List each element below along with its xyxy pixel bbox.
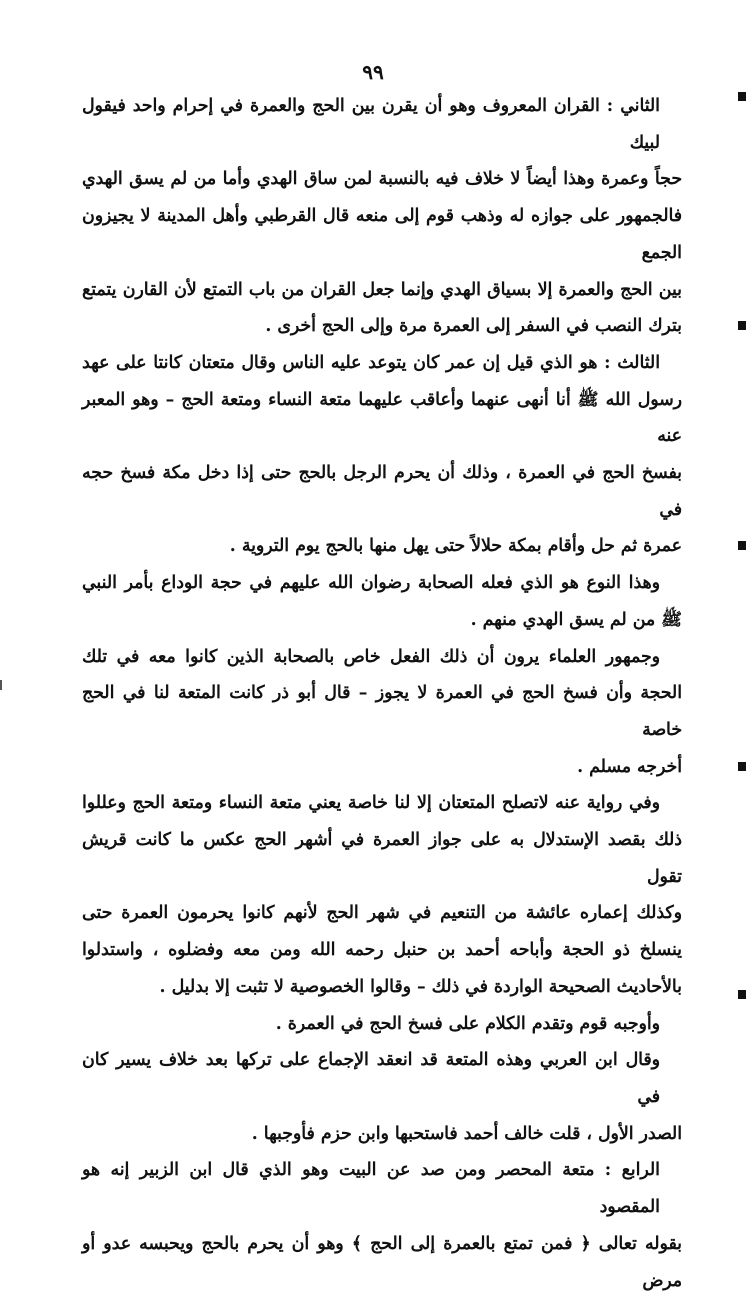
text-line: الثاني : القران المعروف وهو أن يقرن بين الحج والعمرة في إحرام واحد فيقول لبيك bbox=[82, 96, 660, 153]
text-line: وجمهور العلماء يرون أن ذلك الفعل خاص بالصحابة الذين كانوا معه في تلك bbox=[82, 646, 660, 667]
text-line: وأوجبه قوم وتقدم الكلام على فسخ الحج في العمرة . bbox=[275, 1013, 660, 1034]
page-number: ٩٩ bbox=[362, 60, 384, 84]
text-line: حجاً وعمرة وهذا أيضاً لا خلاف فيه بالنسبة لمن ساق الهدي وأما من لم يسق الهدي bbox=[82, 169, 682, 190]
text-line: وفي رواية عنه لاتصلح المتعتان إلا لنا خاصة يعني متعة النساء ومتعة الحج وعللوا bbox=[82, 793, 660, 814]
text-line: عمرة ثم حل وأقام بمكة حلالاً حتى يهل منها بالحج يوم التروية . bbox=[229, 536, 682, 557]
text-line: الرابع : متعة المحصر ومن صد عن البيت وهو الذي قال ابن الزبير إنه هو المقصود bbox=[82, 1160, 660, 1218]
text-line: وكذلك إعماره عائشة من التنعيم في شهر الحج لأنهم كانوا يحرمون العمرة حتى bbox=[82, 903, 682, 924]
body-text bbox=[82, 88, 682, 1299]
text-line: ذلك بقصد الإستدلال به على جواز العمرة في أشهر الحج عكس ما كانت قريش تقول bbox=[82, 830, 682, 887]
text-line: فالجمهور على جوازه له وذهب قوم إلى منعه قال القرطبي وأهل المدينة لا يجيزون الجمع bbox=[82, 206, 682, 263]
text-line: الصدر الأول ، قلت خالف أحمد فاستحبها وابن حزم فأوجبها . bbox=[251, 1123, 682, 1144]
text-line: وهذا النوع هو الذي فعله الصحابة رضوان الله عليهم في حجة الوداع بأمر النبي bbox=[82, 573, 660, 594]
text-line: رسول الله ﷺ أنا أنهى عنهما وأعاقب عليهما متعة النساء ومتعة الحج – وهو المعبر عنه bbox=[82, 389, 682, 447]
text-line: بين الحج والعمرة إلا بسياق الهدي وإنما جعل القران من باب التمتع لأن القارن يتمتع bbox=[82, 279, 682, 300]
margin-mark bbox=[738, 990, 746, 999]
text-line: الثالث : هو الذي قيل إن عمر كان يتوعد عليه الناس وقال متعتان كانتا على عهد bbox=[82, 352, 660, 373]
text-line: ينسلخ ذو الحجة وأباحه أحمد بن حنبل رحمه الله ومن معه وفضلوه ، واستدلوا bbox=[82, 940, 682, 961]
margin-mark bbox=[738, 321, 746, 330]
text-line: أخرجه مسلم . bbox=[577, 756, 682, 777]
text-line: بفسخ الحج في العمرة ، وذلك أن يحرم الرجل بالحج حتى إذا دخل مكة فسخ حجه في bbox=[82, 463, 682, 520]
margin-mark bbox=[738, 92, 746, 101]
text-line: الحجة وأن فسخ الحج في العمرة لا يجوز – قال أبو ذر كانت المتعة لنا في الحج خاصة bbox=[82, 683, 682, 740]
text-line: وقال ابن العربي وهذه المتعة قد انعقد الإجماع على تركها بعد خلاف يسير كان في bbox=[82, 1050, 660, 1107]
margin-mark bbox=[738, 541, 746, 550]
margin-mark bbox=[0, 680, 2, 690]
margin-mark bbox=[738, 762, 746, 771]
text-line: ﷺ من لم يسق الهدي منهم . bbox=[470, 609, 682, 630]
text-line: بالأحاديث الصحيحة الواردة في ذلك – وقالوا الخصوصية لا تثبت إلا بدليل . bbox=[159, 976, 682, 997]
text-line: بقوله تعالى ﴿ فمن تمتع بالعمرة إلى الحج ﴾ وهو أن يحرم بالحج ويحبسه عدو أو مرض bbox=[82, 1233, 682, 1291]
text-line: بترك النصب في السفر إلى العمرة مرة وإلى الحج أخرى . bbox=[265, 316, 682, 337]
